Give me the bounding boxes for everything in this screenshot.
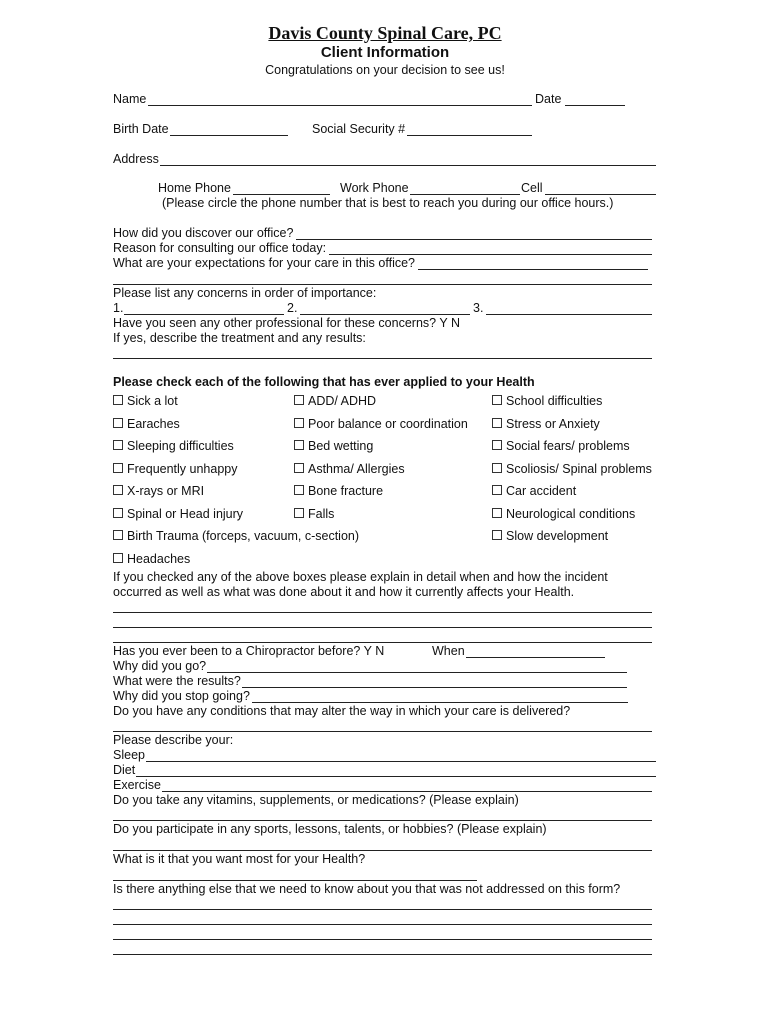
checkbox-icon[interactable] <box>294 485 304 495</box>
form-subtitle: Client Information <box>320 44 450 61</box>
checkbox-icon[interactable] <box>113 485 123 495</box>
stop-question: Why did you stop going? <box>113 689 250 703</box>
checkbox-icon[interactable] <box>492 530 502 540</box>
describe-label: Please describe your: <box>113 733 234 747</box>
explain-field-2[interactable] <box>113 627 652 628</box>
checkbox-icon[interactable] <box>294 508 304 518</box>
health-heading: Please check each of the following that has ever applied to your Health <box>113 375 535 389</box>
stop-field[interactable] <box>252 702 628 703</box>
expectations-field[interactable] <box>418 269 648 270</box>
explain-field-1[interactable] <box>113 612 652 613</box>
concern-2-label: 2. <box>287 301 298 315</box>
home-phone-field[interactable] <box>233 194 330 195</box>
checkbox-item[interactable]: Scoliosis/ Spinal problems <box>492 462 652 477</box>
checkbox-item[interactable]: Neurological conditions <box>492 507 635 522</box>
checkbox-icon[interactable] <box>492 508 502 518</box>
reason-field[interactable] <box>329 254 652 255</box>
sleep-label: Sleep <box>113 748 145 762</box>
concern-1-label: 1. <box>113 301 124 315</box>
anything-else-question: Is there anything else that we need to know about you that was not addressed on this form? <box>113 882 621 896</box>
vitamins-question: Do you take any vitamins, supplements, or medications? (Please explain) <box>113 793 519 807</box>
checkbox-item[interactable]: Headaches <box>113 552 190 567</box>
conditions-field[interactable] <box>113 731 652 732</box>
concerns-label: Please list any concerns in order of importance: <box>113 286 377 300</box>
checkbox-item[interactable]: Spinal or Head injury <box>113 507 243 522</box>
concern-1-field[interactable] <box>124 314 284 315</box>
expectations-field-2[interactable] <box>113 284 652 285</box>
checkbox-item[interactable]: Bone fracture <box>294 484 383 499</box>
checkbox-icon[interactable] <box>294 418 304 428</box>
checkbox-item[interactable]: Earaches <box>113 417 180 432</box>
concern-3-label: 3. <box>473 301 484 315</box>
checkbox-item[interactable]: Birth Trauma (forceps, vacuum, c-section) <box>113 529 359 544</box>
checkbox-item[interactable]: Slow development <box>492 529 608 544</box>
cell-field[interactable] <box>545 194 656 195</box>
results-question: What were the results? <box>113 674 241 688</box>
checkbox-item[interactable]: Asthma/ Allergies <box>294 462 405 477</box>
ssn-field[interactable] <box>407 135 532 136</box>
why-go-question: Why did you go? <box>113 659 207 673</box>
checkbox-item[interactable]: Bed wetting <box>294 439 373 454</box>
chiro-when-label: When <box>432 644 465 658</box>
other-professional-question: Have you seen any other professional for these concerns? Y N <box>113 316 460 330</box>
vitamins-field[interactable] <box>113 820 652 821</box>
discover-field[interactable] <box>296 239 652 240</box>
concern-2-field[interactable] <box>300 314 470 315</box>
cell-label: Cell <box>521 181 543 195</box>
sports-field[interactable] <box>113 850 652 851</box>
expectations-question: What are your expectations for your care in this office? <box>113 256 416 270</box>
checkbox-icon[interactable] <box>294 440 304 450</box>
checkbox-icon[interactable] <box>294 463 304 473</box>
anything-else-field-2[interactable] <box>113 924 652 925</box>
want-field[interactable] <box>113 880 477 881</box>
treatment-field[interactable] <box>113 358 652 359</box>
discover-question: How did you discover our office? <box>113 226 294 240</box>
checkbox-icon[interactable] <box>492 418 502 428</box>
birth-date-field[interactable] <box>170 135 288 136</box>
checkbox-icon[interactable] <box>294 395 304 405</box>
home-phone-label: Home Phone <box>158 181 231 195</box>
anything-else-field-1[interactable] <box>113 909 652 910</box>
checkbox-icon[interactable] <box>492 463 502 473</box>
if-yes-label: If yes, describe the treatment and any results: <box>113 331 366 345</box>
exercise-field[interactable] <box>162 791 652 792</box>
checkbox-icon[interactable] <box>113 463 123 473</box>
sports-question: Do you participate in any sports, lessons, talents, or hobbies? (Please explain) <box>113 822 547 836</box>
checkbox-icon[interactable] <box>492 485 502 495</box>
form-title: Davis County Spinal Care, PC <box>268 23 502 43</box>
checkbox-item[interactable]: Falls <box>294 507 334 522</box>
date-field[interactable] <box>565 105 625 106</box>
phone-note: (Please circle the phone number that is best to reach you during our office hours.) <box>162 196 614 210</box>
checkbox-icon[interactable] <box>113 418 123 428</box>
address-label: Address <box>113 152 159 166</box>
diet-label: Diet <box>113 763 136 777</box>
address-field[interactable] <box>160 165 656 166</box>
date-label: Date <box>535 92 562 106</box>
checkbox-item[interactable]: ADD/ ADHD <box>294 394 376 409</box>
checkbox-item[interactable]: Sick a lot <box>113 394 178 409</box>
concern-3-field[interactable] <box>486 314 652 315</box>
conditions-question: Do you have any conditions that may alter the way in which your care is delivered? <box>113 704 571 718</box>
diet-field[interactable] <box>136 776 656 777</box>
work-phone-field[interactable] <box>410 194 520 195</box>
sleep-field[interactable] <box>146 761 656 762</box>
name-field[interactable] <box>148 105 532 106</box>
checkbox-icon[interactable] <box>113 530 123 540</box>
checkbox-icon[interactable] <box>113 553 123 563</box>
explain-field-3[interactable] <box>113 642 652 643</box>
checkbox-item[interactable]: Stress or Anxiety <box>492 417 600 432</box>
checkbox-item[interactable]: Car accident <box>492 484 576 499</box>
exercise-label: Exercise <box>113 778 161 792</box>
chiro-before-question: Has you ever been to a Chiropractor before? Y N <box>113 644 385 658</box>
checkbox-icon[interactable] <box>113 440 123 450</box>
chiro-when-field[interactable] <box>466 657 605 658</box>
checkbox-icon[interactable] <box>492 395 502 405</box>
greeting-text: Congratulations on your decision to see us! <box>265 63 505 77</box>
checkbox-icon[interactable] <box>113 395 123 405</box>
want-question: What is it that you want most for your Health? <box>113 852 366 866</box>
explain-text-2: occurred as well as what was done about it and how it currently affects your Health. <box>113 585 575 599</box>
name-label: Name <box>113 92 147 106</box>
checkbox-icon[interactable] <box>113 508 123 518</box>
checkbox-item[interactable]: Poor balance or coordination <box>294 417 468 432</box>
explain-text-1: If you checked any of the above boxes please explain in detail when and how the incident <box>113 570 608 584</box>
reason-question: Reason for consulting our office today: <box>113 241 327 255</box>
anything-else-field-4[interactable] <box>113 954 652 955</box>
ssn-label: Social Security # <box>312 122 406 136</box>
checkbox-item[interactable]: School difficulties <box>492 394 602 409</box>
birth-date-label: Birth Date <box>113 122 169 136</box>
checkbox-icon[interactable] <box>492 440 502 450</box>
why-go-field[interactable] <box>207 672 627 673</box>
checkbox-item[interactable]: X-rays or MRI <box>113 484 204 499</box>
checkbox-item[interactable]: Social fears/ problems <box>492 439 630 454</box>
results-field[interactable] <box>242 687 627 688</box>
checkbox-item[interactable]: Sleeping difficulties <box>113 439 234 454</box>
work-phone-label: Work Phone <box>340 181 409 195</box>
checkbox-item[interactable]: Frequently unhappy <box>113 462 238 477</box>
anything-else-field-3[interactable] <box>113 939 652 940</box>
